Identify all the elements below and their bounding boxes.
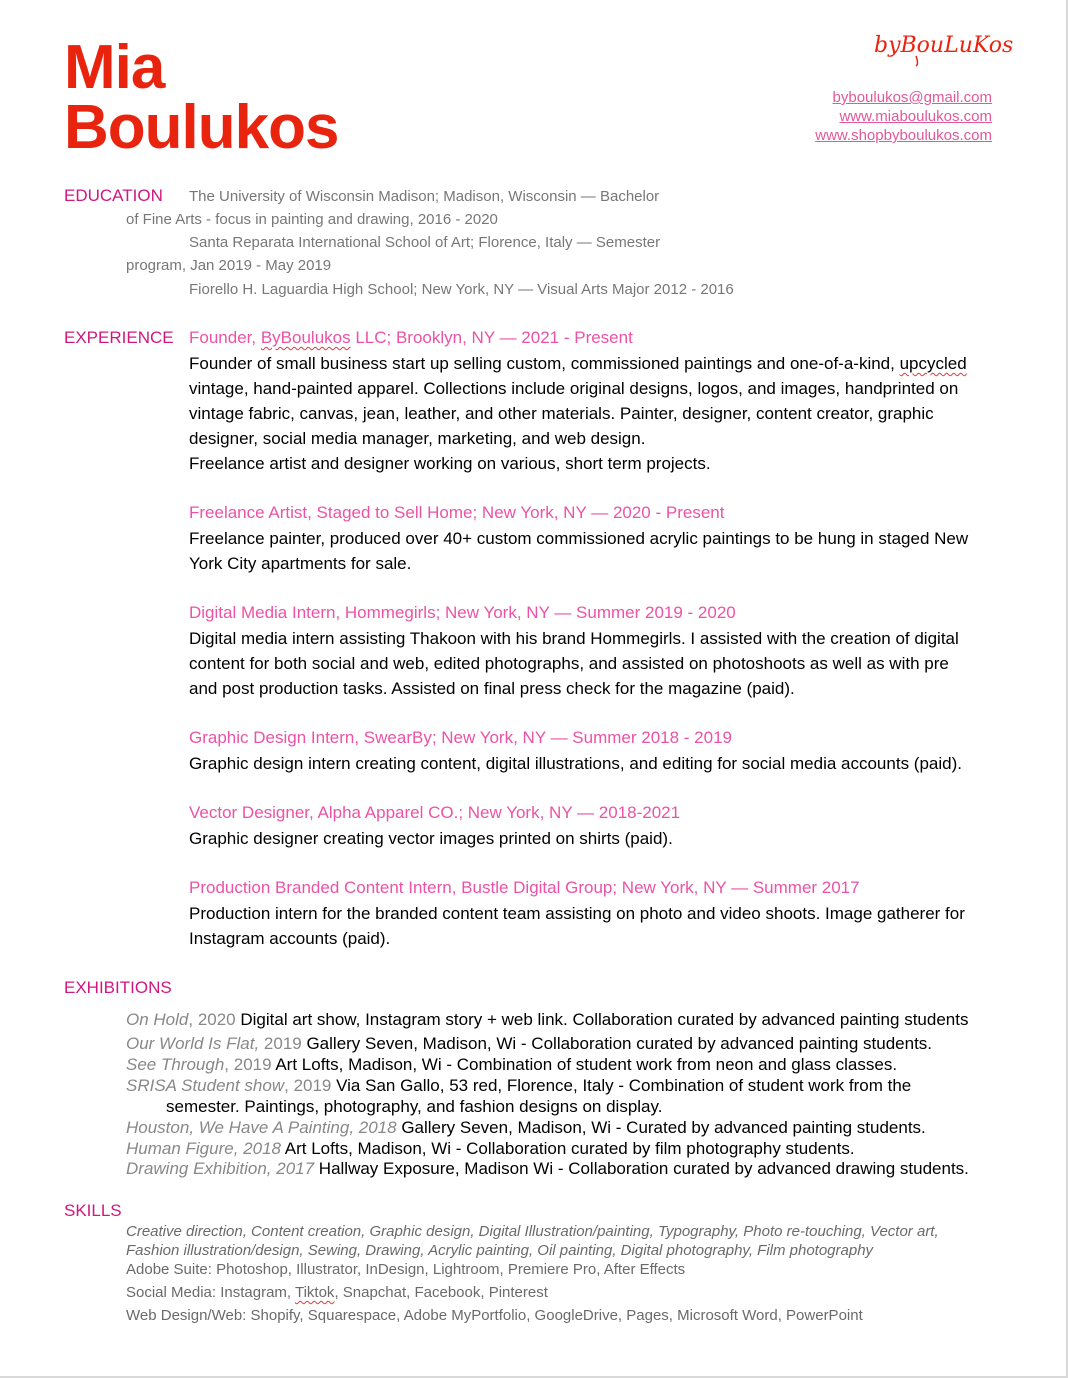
exhibition-desc-cont: semester. Paintings, photography, and fashion designs on display. — [166, 1097, 663, 1116]
skills-adobe: Adobe Suite: Photoshop, Illustrator, InDesign, Lightroom, Premiere Pro, After Effects — [126, 1261, 686, 1278]
exhibition-year: 2019 — [259, 1034, 302, 1053]
exhibition-desc: Art Lofts, Madison, Wi - Collaboration curated by film photography students. — [280, 1139, 855, 1158]
exhibition-desc: Gallery Seven, Madison, Wi - Curated by advanced painting students. — [396, 1118, 926, 1137]
skills-social-suffix: , Snapchat, Facebook, Pinterest — [334, 1284, 548, 1301]
job-desc-line: Graphic design intern creating content, digital illustrations, and editing for social media accounts (paid). — [189, 754, 962, 773]
exhibition-item — [126, 1138, 855, 1159]
job-desc-line — [189, 351, 967, 376]
exhibition-desc: Art Lofts, Madison, Wi - Combination of student work from neon and glass classes. — [271, 1055, 898, 1074]
exhibition-item — [126, 1158, 969, 1179]
job-title — [189, 327, 633, 349]
job-desc-line: Freelance painter, produced over 40+ custom commissioned acrylic paintings to be hung in staged New — [189, 529, 969, 548]
exhibition-year: , 2019 — [224, 1055, 272, 1074]
job-desc-line: designer, social media manager, marketing, and web design. — [189, 429, 646, 448]
education-line: Santa Reparata International School of Art; Florence, Italy — Semester — [189, 234, 661, 251]
skills-list: Fashion illustration/design, Sewing, Drawing, Acrylic painting, Oil painting, Digital photography, Film photography — [126, 1242, 874, 1259]
email-link[interactable]: byboulukos@gmail.com — [832, 89, 992, 106]
education-heading: EDUCATION — [64, 186, 163, 205]
job-desc-line: Digital media intern assisting Thakoon with his brand Hommegirls. I assisted with the creation of digital — [189, 629, 959, 648]
exhibition-title: On Hold — [126, 1010, 189, 1029]
education-line: The University of Wisconsin Madison; Madison, Wisconsin — Bachelor — [189, 188, 660, 205]
skills-social-prefix: Social Media: Instagram, — [126, 1284, 295, 1301]
job-desc-line: content for both social and web, edited photographs, and assisted on photoshoots as well as with pre — [189, 654, 949, 673]
exhibition-desc: Gallery Seven, Madison, Wi - Collaboration curated by advanced painting students. — [301, 1034, 933, 1053]
job-desc-text: Founder of small business start up selling custom, commissioned paintings and one-of-a-kind, — [189, 354, 900, 373]
website-link[interactable]: www.miaboulukos.com — [839, 108, 992, 125]
exhibition-item — [126, 1009, 968, 1030]
skills-social — [126, 1283, 548, 1302]
job-title: Digital Media Intern, Hommegirls; New York, NY — Summer 2019 - 2020 — [189, 603, 736, 622]
exhibition-title: See Through — [126, 1055, 225, 1074]
job-title-prefix: Founder, — [189, 328, 261, 347]
exhibition-title: Drawing Exhibition, 2017 — [126, 1159, 315, 1178]
last-name: Boulukos — [64, 93, 339, 162]
exhibition-title: SRISA Student show — [126, 1076, 285, 1095]
skills-list: Creative direction, Content creation, Graphic design, Digital Illustration/painting, Typography, Photo re-touching, Vector art, — [126, 1223, 939, 1240]
skills-heading: SKILLS — [64, 1201, 122, 1220]
exhibition-year: , 2019 — [284, 1076, 332, 1095]
job-title: Production Branded Content Intern, Bustle Digital Group; New York, NY — Summer 2017 — [189, 878, 860, 897]
job-title-company: ByBoulukos — [260, 328, 351, 347]
skills-web: Web Design/Web: Shopify, Squarespace, Adobe MyPortfolio, GoogleDrive, Pages, Microsoft Word, PowerPoint — [126, 1307, 863, 1324]
exhibition-title: Houston, We Have A Painting, 2018 — [126, 1118, 397, 1137]
job-desc-line: Freelance artist and designer working on various, short term projects. — [189, 454, 711, 473]
exhibitions-heading: EXHIBITIONS — [64, 978, 172, 997]
exhibition-item — [126, 1075, 911, 1096]
brand-logo-text: byBouLuKos — [874, 33, 1014, 58]
exhibition-title: Human Figure, 2018 — [126, 1139, 281, 1158]
first-name: Mia — [64, 33, 165, 102]
exhibition-desc: Hallway Exposure, Madison Wi - Collaboration curated by advanced drawing students. — [314, 1159, 969, 1178]
education-line: Fiorello H. Laguardia High School; New York, NY — Visual Arts Major 2012 - 2016 — [189, 281, 734, 298]
job-desc-line: vintage, hand-painted apparel. Collections include original designs, logos, and images, handprinted on — [189, 379, 959, 398]
brand-logo-icon — [872, 26, 1014, 66]
brand-logo — [872, 26, 1014, 66]
exhibition-item — [126, 1117, 926, 1138]
shop-link[interactable]: www.shopbyboulukos.com — [815, 127, 992, 144]
exhibition-desc: Via San Gallo, 53 red, Florence, Italy - Combination of student work from the — [331, 1076, 912, 1095]
exhibition-title: Our World Is Flat, — [126, 1034, 260, 1053]
experience-heading: EXPERIENCE — [64, 328, 174, 347]
job-title: Freelance Artist, Staged to Sell Home; New York, NY — 2020 - Present — [189, 503, 725, 522]
education-line: program, Jan 2019 - May 2019 — [126, 257, 332, 274]
exhibition-item — [126, 1054, 897, 1075]
exhibition-item — [126, 1033, 932, 1054]
job-title: Graphic Design Intern, SwearBy; New York, NY — Summer 2018 - 2019 — [189, 728, 732, 747]
education-line: of Fine Arts - focus in painting and drawing, 2016 - 2020 — [126, 211, 498, 228]
job-desc-line: and post production tasks. Assisted on final press check for the magazine (paid). — [189, 679, 795, 698]
job-desc-line: Instagram accounts (paid). — [189, 929, 391, 948]
exhibition-desc: Digital art show, Instagram story + web link. Collaboration curated by advanced painting students — [235, 1010, 969, 1029]
job-title-suffix: LLC; Brooklyn, NY — 2021 - Present — [350, 328, 633, 347]
job-desc-line: vintage fabric, canvas, jean, leather, and other materials. Painter, designer, content creator, graphic — [189, 404, 934, 423]
exhibition-year: , 2020 — [188, 1010, 236, 1029]
job-desc-line: York City apartments for sale. — [189, 554, 412, 573]
skills-social-tiktok: Tiktok — [294, 1284, 335, 1301]
job-desc-word: upcycled — [899, 354, 967, 373]
job-title: Vector Designer, Alpha Apparel CO.; New York, NY — 2018-2021 — [189, 803, 681, 822]
job-desc-line: Production intern for the branded content team assisting on photo and video shoots. Image gatherer for — [189, 904, 965, 923]
job-desc-line: Graphic designer creating vector images printed on shirts (paid). — [189, 829, 673, 848]
